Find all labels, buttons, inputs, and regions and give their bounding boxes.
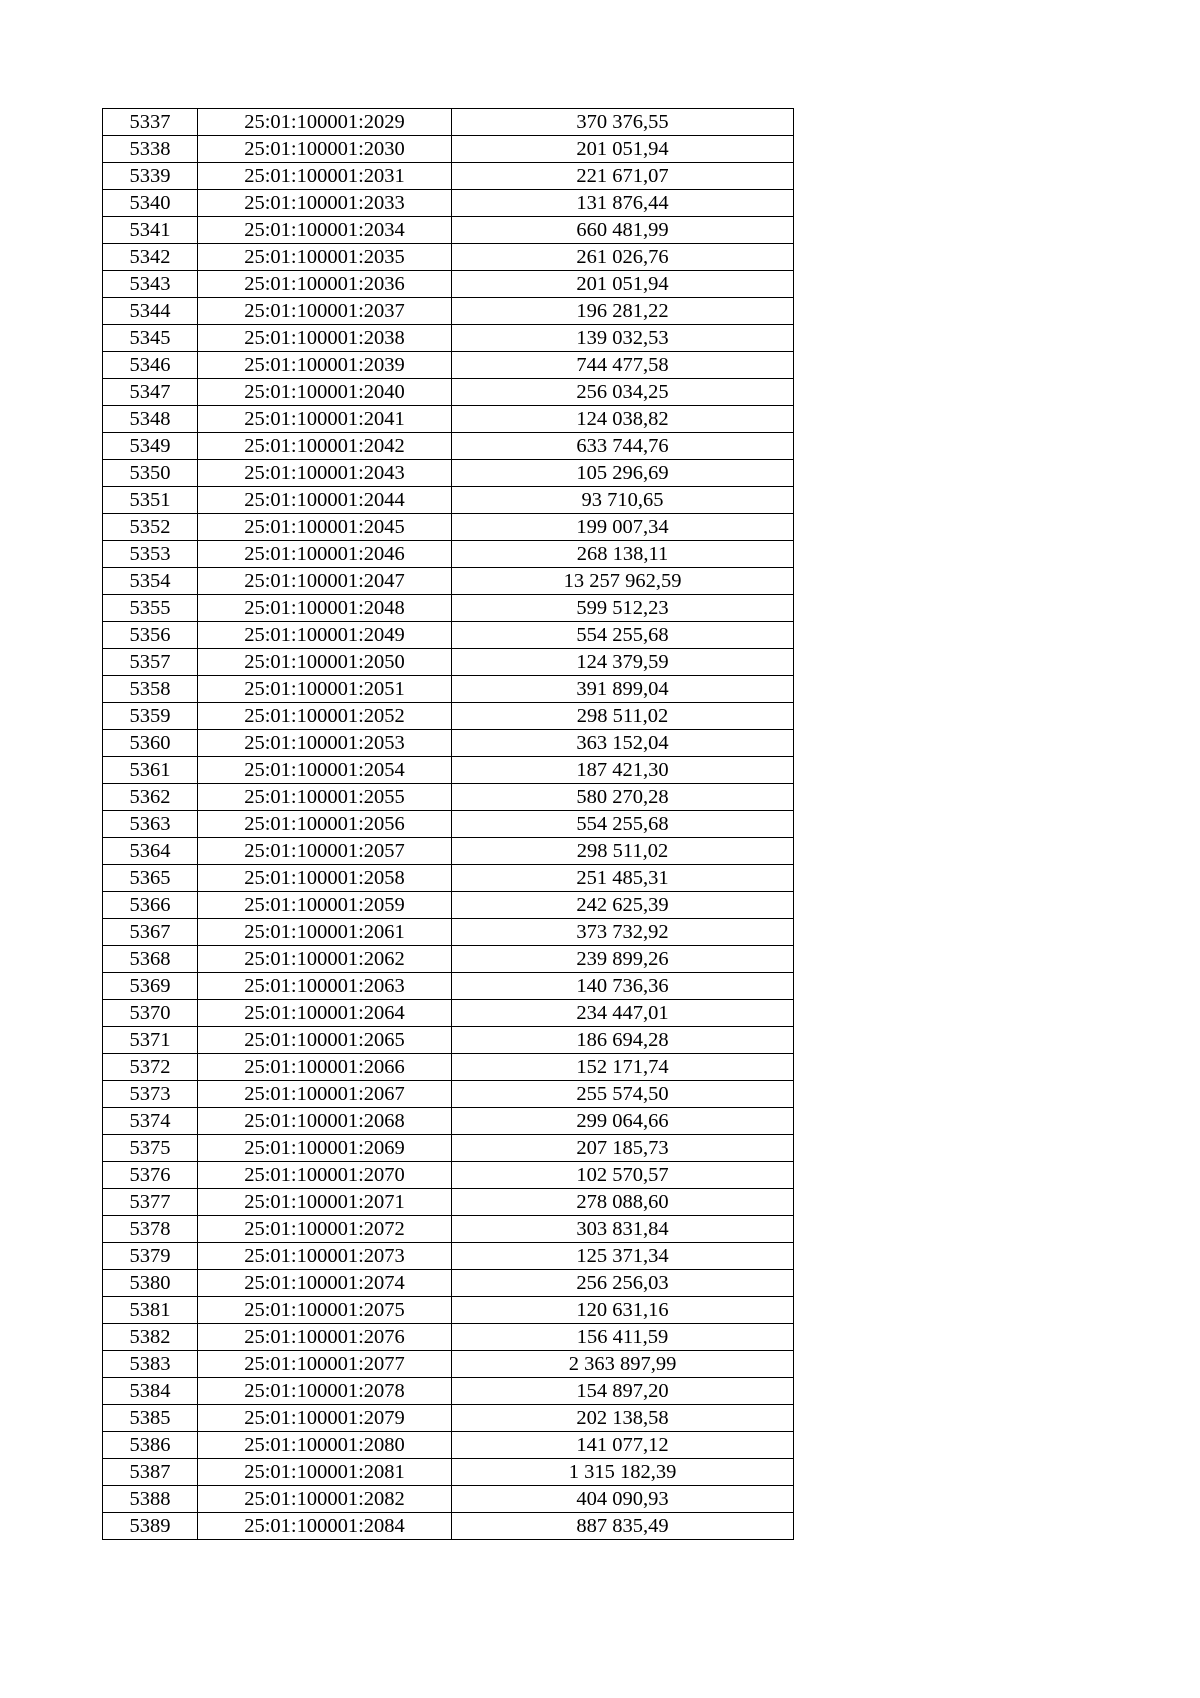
table-row — [103, 1486, 794, 1513]
table-row — [103, 163, 794, 190]
table-row — [103, 622, 794, 649]
value-cell: 140 736,36 — [452, 973, 794, 1000]
cadastral-number-cell: 25:01:100001:2053 — [198, 730, 452, 757]
row-number-cell: 5351 — [103, 487, 198, 514]
table-body — [103, 109, 794, 1540]
cadastral-number-cell: 25:01:100001:2058 — [198, 865, 452, 892]
row-number-cell: 5374 — [103, 1108, 198, 1135]
table-row — [103, 892, 794, 919]
row-number-cell: 5364 — [103, 838, 198, 865]
table-row — [103, 730, 794, 757]
row-number-cell: 5386 — [103, 1432, 198, 1459]
cadastral-number-cell: 25:01:100001:2054 — [198, 757, 452, 784]
row-number-cell: 5370 — [103, 1000, 198, 1027]
row-number-cell: 5358 — [103, 676, 198, 703]
cadastral-number-cell: 25:01:100001:2062 — [198, 946, 452, 973]
row-number-cell: 5338 — [103, 136, 198, 163]
table-row — [103, 514, 794, 541]
value-cell: 554 255,68 — [452, 811, 794, 838]
table-row — [103, 1081, 794, 1108]
row-number-cell: 5387 — [103, 1459, 198, 1486]
table-row — [103, 190, 794, 217]
table-row — [103, 1270, 794, 1297]
row-number-cell: 5389 — [103, 1513, 198, 1540]
cadastral-number-cell: 25:01:100001:2056 — [198, 811, 452, 838]
row-number-cell: 5361 — [103, 757, 198, 784]
table-row — [103, 325, 794, 352]
cadastral-number-cell: 25:01:100001:2042 — [198, 433, 452, 460]
cadastral-number-cell: 25:01:100001:2035 — [198, 244, 452, 271]
value-cell: 105 296,69 — [452, 460, 794, 487]
value-cell: 201 051,94 — [452, 136, 794, 163]
row-number-cell: 5371 — [103, 1027, 198, 1054]
table-row — [103, 838, 794, 865]
value-cell: 256 034,25 — [452, 379, 794, 406]
cadastral-number-cell: 25:01:100001:2051 — [198, 676, 452, 703]
cadastral-number-cell: 25:01:100001:2071 — [198, 1189, 452, 1216]
table-row — [103, 1324, 794, 1351]
value-cell: 303 831,84 — [452, 1216, 794, 1243]
value-cell: 124 379,59 — [452, 649, 794, 676]
value-cell: 152 171,74 — [452, 1054, 794, 1081]
cadastral-number-cell: 25:01:100001:2063 — [198, 973, 452, 1000]
data-table — [102, 108, 794, 1540]
row-number-cell: 5341 — [103, 217, 198, 244]
value-cell: 1 315 182,39 — [452, 1459, 794, 1486]
table-row — [103, 136, 794, 163]
cadastral-number-cell: 25:01:100001:2048 — [198, 595, 452, 622]
value-cell: 102 570,57 — [452, 1162, 794, 1189]
cadastral-number-cell: 25:01:100001:2031 — [198, 163, 452, 190]
value-cell: 554 255,68 — [452, 622, 794, 649]
cadastral-number-cell: 25:01:100001:2070 — [198, 1162, 452, 1189]
table-row — [103, 676, 794, 703]
value-cell: 124 038,82 — [452, 406, 794, 433]
value-cell: 156 411,59 — [452, 1324, 794, 1351]
table-row — [103, 379, 794, 406]
row-number-cell: 5344 — [103, 298, 198, 325]
value-cell: 2 363 897,99 — [452, 1351, 794, 1378]
cadastral-number-cell: 25:01:100001:2029 — [198, 109, 452, 136]
row-number-cell: 5355 — [103, 595, 198, 622]
cadastral-number-cell: 25:01:100001:2080 — [198, 1432, 452, 1459]
table-row — [103, 1135, 794, 1162]
cadastral-number-cell: 25:01:100001:2076 — [198, 1324, 452, 1351]
value-cell: 744 477,58 — [452, 352, 794, 379]
table-row — [103, 811, 794, 838]
table-row — [103, 244, 794, 271]
row-number-cell: 5375 — [103, 1135, 198, 1162]
value-cell: 391 899,04 — [452, 676, 794, 703]
cadastral-number-cell: 25:01:100001:2033 — [198, 190, 452, 217]
table-row — [103, 1216, 794, 1243]
row-number-cell: 5359 — [103, 703, 198, 730]
table-row — [103, 568, 794, 595]
value-cell: 125 371,34 — [452, 1243, 794, 1270]
table-row — [103, 109, 794, 136]
value-cell: 207 185,73 — [452, 1135, 794, 1162]
cadastral-number-cell: 25:01:100001:2074 — [198, 1270, 452, 1297]
table-row — [103, 1513, 794, 1540]
row-number-cell: 5378 — [103, 1216, 198, 1243]
value-cell: 299 064,66 — [452, 1108, 794, 1135]
table-row — [103, 433, 794, 460]
row-number-cell: 5356 — [103, 622, 198, 649]
table-row — [103, 298, 794, 325]
table-row — [103, 487, 794, 514]
cadastral-number-cell: 25:01:100001:2059 — [198, 892, 452, 919]
value-cell: 298 511,02 — [452, 838, 794, 865]
value-cell: 202 138,58 — [452, 1405, 794, 1432]
value-cell: 363 152,04 — [452, 730, 794, 757]
cadastral-number-cell: 25:01:100001:2068 — [198, 1108, 452, 1135]
cadastral-number-cell: 25:01:100001:2081 — [198, 1459, 452, 1486]
value-cell: 199 007,34 — [452, 514, 794, 541]
value-cell: 234 447,01 — [452, 1000, 794, 1027]
value-cell: 404 090,93 — [452, 1486, 794, 1513]
table-row — [103, 1432, 794, 1459]
value-cell: 186 694,28 — [452, 1027, 794, 1054]
cadastral-number-cell: 25:01:100001:2065 — [198, 1027, 452, 1054]
table-row — [103, 1405, 794, 1432]
table-row — [103, 1162, 794, 1189]
cadastral-number-cell: 25:01:100001:2040 — [198, 379, 452, 406]
cadastral-number-cell: 25:01:100001:2069 — [198, 1135, 452, 1162]
row-number-cell: 5376 — [103, 1162, 198, 1189]
cadastral-number-cell: 25:01:100001:2082 — [198, 1486, 452, 1513]
row-number-cell: 5367 — [103, 919, 198, 946]
table-row — [103, 460, 794, 487]
table-row — [103, 1459, 794, 1486]
cadastral-number-cell: 25:01:100001:2064 — [198, 1000, 452, 1027]
value-cell: 139 032,53 — [452, 325, 794, 352]
row-number-cell: 5339 — [103, 163, 198, 190]
table-row — [103, 919, 794, 946]
table-row — [103, 757, 794, 784]
cadastral-number-cell: 25:01:100001:2036 — [198, 271, 452, 298]
row-number-cell: 5354 — [103, 568, 198, 595]
row-number-cell: 5343 — [103, 271, 198, 298]
value-cell: 196 281,22 — [452, 298, 794, 325]
table-row — [103, 217, 794, 244]
cadastral-number-cell: 25:01:100001:2084 — [198, 1513, 452, 1540]
value-cell: 239 899,26 — [452, 946, 794, 973]
cadastral-number-cell: 25:01:100001:2045 — [198, 514, 452, 541]
cadastral-number-cell: 25:01:100001:2046 — [198, 541, 452, 568]
cadastral-number-cell: 25:01:100001:2047 — [198, 568, 452, 595]
row-number-cell: 5365 — [103, 865, 198, 892]
table-row — [103, 946, 794, 973]
cadastral-number-cell: 25:01:100001:2030 — [198, 136, 452, 163]
table-row — [103, 1351, 794, 1378]
table-row — [103, 541, 794, 568]
table-row — [103, 1000, 794, 1027]
row-number-cell: 5383 — [103, 1351, 198, 1378]
row-number-cell: 5379 — [103, 1243, 198, 1270]
table-row — [103, 1297, 794, 1324]
value-cell: 660 481,99 — [452, 217, 794, 244]
table-row — [103, 649, 794, 676]
value-cell: 221 671,07 — [452, 163, 794, 190]
cadastral-number-cell: 25:01:100001:2067 — [198, 1081, 452, 1108]
cadastral-number-cell: 25:01:100001:2077 — [198, 1351, 452, 1378]
table-row — [103, 1243, 794, 1270]
value-cell: 131 876,44 — [452, 190, 794, 217]
row-number-cell: 5345 — [103, 325, 198, 352]
cadastral-number-cell: 25:01:100001:2055 — [198, 784, 452, 811]
cadastral-number-cell: 25:01:100001:2050 — [198, 649, 452, 676]
table-row — [103, 1027, 794, 1054]
row-number-cell: 5337 — [103, 109, 198, 136]
value-cell: 298 511,02 — [452, 703, 794, 730]
value-cell: 255 574,50 — [452, 1081, 794, 1108]
row-number-cell: 5353 — [103, 541, 198, 568]
value-cell: 278 088,60 — [452, 1189, 794, 1216]
row-number-cell: 5373 — [103, 1081, 198, 1108]
value-cell: 599 512,23 — [452, 595, 794, 622]
cadastral-number-cell: 25:01:100001:2066 — [198, 1054, 452, 1081]
row-number-cell: 5340 — [103, 190, 198, 217]
value-cell: 201 051,94 — [452, 271, 794, 298]
row-number-cell: 5357 — [103, 649, 198, 676]
value-cell: 256 256,03 — [452, 1270, 794, 1297]
cadastral-number-cell: 25:01:100001:2049 — [198, 622, 452, 649]
cadastral-number-cell: 25:01:100001:2073 — [198, 1243, 452, 1270]
row-number-cell: 5346 — [103, 352, 198, 379]
table-row — [103, 865, 794, 892]
table-row — [103, 595, 794, 622]
table-row — [103, 973, 794, 1000]
row-number-cell: 5377 — [103, 1189, 198, 1216]
cadastral-number-cell: 25:01:100001:2038 — [198, 325, 452, 352]
value-cell: 93 710,65 — [452, 487, 794, 514]
table-row — [103, 406, 794, 433]
row-number-cell: 5363 — [103, 811, 198, 838]
cadastral-number-cell: 25:01:100001:2041 — [198, 406, 452, 433]
row-number-cell: 5350 — [103, 460, 198, 487]
value-cell: 251 485,31 — [452, 865, 794, 892]
value-cell: 120 631,16 — [452, 1297, 794, 1324]
table-row — [103, 271, 794, 298]
row-number-cell: 5385 — [103, 1405, 198, 1432]
value-cell: 261 026,76 — [452, 244, 794, 271]
row-number-cell: 5369 — [103, 973, 198, 1000]
value-cell: 187 421,30 — [452, 757, 794, 784]
value-cell: 887 835,49 — [452, 1513, 794, 1540]
table-row — [103, 1189, 794, 1216]
row-number-cell: 5366 — [103, 892, 198, 919]
row-number-cell: 5380 — [103, 1270, 198, 1297]
cadastral-number-cell: 25:01:100001:2078 — [198, 1378, 452, 1405]
table-row — [103, 703, 794, 730]
row-number-cell: 5352 — [103, 514, 198, 541]
table-row — [103, 1054, 794, 1081]
cadastral-number-cell: 25:01:100001:2034 — [198, 217, 452, 244]
value-cell: 242 625,39 — [452, 892, 794, 919]
row-number-cell: 5372 — [103, 1054, 198, 1081]
row-number-cell: 5368 — [103, 946, 198, 973]
value-cell: 373 732,92 — [452, 919, 794, 946]
table-row — [103, 352, 794, 379]
row-number-cell: 5384 — [103, 1378, 198, 1405]
cadastral-number-cell: 25:01:100001:2057 — [198, 838, 452, 865]
row-number-cell: 5342 — [103, 244, 198, 271]
table-row — [103, 1108, 794, 1135]
cadastral-number-cell: 25:01:100001:2052 — [198, 703, 452, 730]
value-cell: 370 376,55 — [452, 109, 794, 136]
table-row — [103, 1378, 794, 1405]
value-cell: 268 138,11 — [452, 541, 794, 568]
row-number-cell: 5381 — [103, 1297, 198, 1324]
cadastral-number-cell: 25:01:100001:2039 — [198, 352, 452, 379]
row-number-cell: 5349 — [103, 433, 198, 460]
table-row — [103, 784, 794, 811]
cadastral-number-cell: 25:01:100001:2072 — [198, 1216, 452, 1243]
value-cell: 13 257 962,59 — [452, 568, 794, 595]
cadastral-number-cell: 25:01:100001:2043 — [198, 460, 452, 487]
value-cell: 580 270,28 — [452, 784, 794, 811]
cadastral-number-cell: 25:01:100001:2044 — [198, 487, 452, 514]
row-number-cell: 5360 — [103, 730, 198, 757]
row-number-cell: 5362 — [103, 784, 198, 811]
row-number-cell: 5388 — [103, 1486, 198, 1513]
value-cell: 141 077,12 — [452, 1432, 794, 1459]
value-cell: 633 744,76 — [452, 433, 794, 460]
value-cell: 154 897,20 — [452, 1378, 794, 1405]
cadastral-number-cell: 25:01:100001:2075 — [198, 1297, 452, 1324]
cadastral-number-cell: 25:01:100001:2079 — [198, 1405, 452, 1432]
row-number-cell: 5348 — [103, 406, 198, 433]
row-number-cell: 5382 — [103, 1324, 198, 1351]
row-number-cell: 5347 — [103, 379, 198, 406]
cadastral-number-cell: 25:01:100001:2037 — [198, 298, 452, 325]
cadastral-number-cell: 25:01:100001:2061 — [198, 919, 452, 946]
